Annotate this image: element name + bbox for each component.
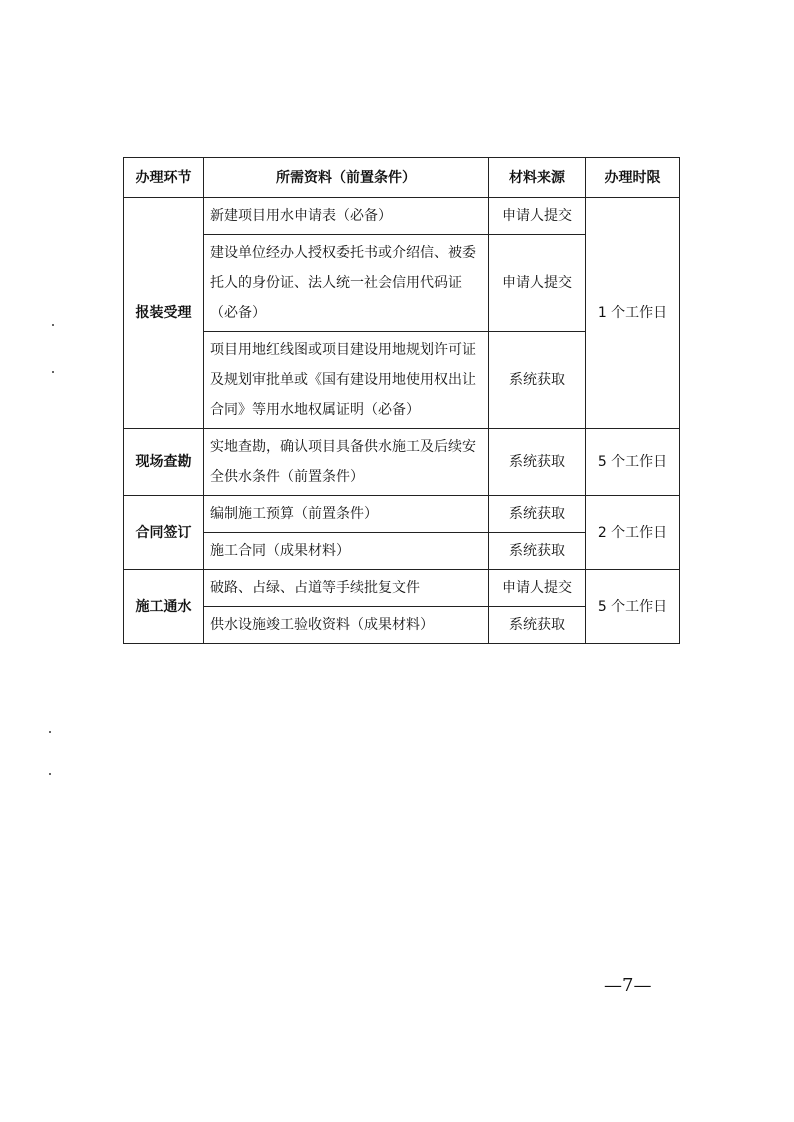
time-limit-cell: 5 个工作日	[586, 570, 680, 644]
source-cell: 系统获取	[489, 607, 586, 644]
source-cell: 申请人提交	[489, 235, 586, 332]
header-stage: 办理环节	[124, 158, 204, 198]
source-cell: 申请人提交	[489, 570, 586, 607]
time-limit-cell: 5 个工作日	[586, 429, 680, 496]
document-cell: 施工合同（成果材料）	[204, 533, 489, 570]
source-cell: 系统获取	[489, 332, 586, 429]
scan-speck	[49, 773, 51, 775]
scan-speck	[52, 371, 54, 373]
table-row	[124, 570, 680, 607]
scan-speck	[52, 324, 54, 326]
stage-cell: 现场查勘	[124, 429, 204, 496]
document-cell: 破路、占绿、占道等手续批复文件	[204, 570, 489, 607]
source-cell: 系统获取	[489, 429, 586, 496]
table-row	[124, 496, 680, 533]
document-cell: 项目用地红线图或项目建设用地规划许可证及规划审批单或《国有建设用地使用权出让合同》等用水地权属证明（必备）	[204, 332, 489, 429]
stage-cell: 合同签订	[124, 496, 204, 570]
source-cell: 系统获取	[489, 533, 586, 570]
scan-speck	[49, 731, 51, 733]
stage-cell: 报装受理	[124, 198, 204, 429]
header-required-documents: 所需资料（前置条件）	[204, 158, 489, 198]
water-connection-procedure-table	[123, 157, 680, 644]
time-limit-cell: 2 个工作日	[586, 496, 680, 570]
page-number: —7—	[604, 975, 652, 996]
header-time-limit: 办理时限	[586, 158, 680, 198]
stage-cell: 施工通水	[124, 570, 204, 644]
document-cell: 供水设施竣工验收资料（成果材料）	[204, 607, 489, 644]
document-cell: 新建项目用水申请表（必备）	[204, 198, 489, 235]
time-limit-cell: 1 个工作日	[586, 198, 680, 429]
source-cell: 系统获取	[489, 496, 586, 533]
source-cell: 申请人提交	[489, 198, 586, 235]
header-material-source: 材料来源	[489, 158, 586, 198]
document-cell: 编制施工预算（前置条件）	[204, 496, 489, 533]
table-row	[124, 198, 680, 235]
table-row	[124, 429, 680, 496]
table-header-row	[124, 158, 680, 198]
document-cell: 实地查勘，确认项目具备供水施工及后续安全供水条件（前置条件）	[204, 429, 489, 496]
document-cell: 建设单位经办人授权委托书或介绍信、被委托人的身份证、法人统一社会信用代码证（必备）	[204, 235, 489, 332]
